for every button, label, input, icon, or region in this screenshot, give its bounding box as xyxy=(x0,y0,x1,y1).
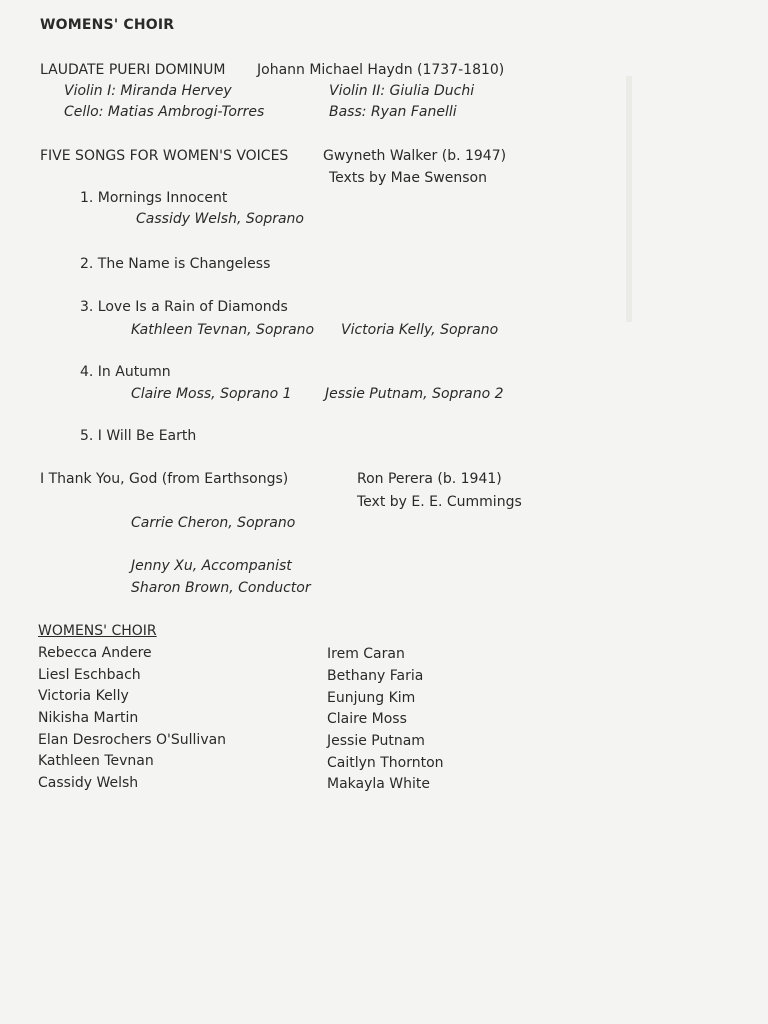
roster-member: Victoria Kelly xyxy=(38,688,129,704)
roster-member: Kathleen Tevnan xyxy=(38,753,154,769)
song-title: 1. Mornings Innocent xyxy=(80,190,228,206)
song-soloist: Victoria Kelly, Soprano xyxy=(341,322,499,338)
bleed-through-rule xyxy=(626,76,632,322)
piece-2-texts: Texts by Mae Swenson xyxy=(329,170,487,186)
piece-1-player: Violin II: Giulia Duchi xyxy=(329,83,475,99)
song-title: 4. In Autumn xyxy=(80,364,171,380)
roster-member: Nikisha Martin xyxy=(38,710,139,726)
piece-2-composer: Gwyneth Walker (b. 1947) xyxy=(323,148,507,164)
roster-member: Bethany Faria xyxy=(327,668,424,684)
piece-1-composer: Johann Michael Haydn (1737-1810) xyxy=(257,62,505,78)
roster-member: Caitlyn Thornton xyxy=(327,755,444,771)
roster-member: Elan Desrochers O'Sullivan xyxy=(38,732,227,748)
piece-2-title: FIVE SONGS FOR WOMEN'S VOICES xyxy=(40,148,289,164)
piece-3-composer: Ron Perera (b. 1941) xyxy=(357,471,502,487)
song-soloist: Claire Moss, Soprano 1 xyxy=(131,386,292,402)
accompanist: Jenny Xu, Accompanist xyxy=(131,558,292,574)
roster-member: Makayla White xyxy=(327,776,431,792)
song-title: 5. I Will Be Earth xyxy=(80,428,197,444)
roster-member: Liesl Eschbach xyxy=(38,667,141,683)
conductor: Sharon Brown, Conductor xyxy=(131,580,311,596)
piece-3-title: I Thank You, God (from Earthsongs) xyxy=(40,471,289,487)
roster-heading: WOMENS' CHOIR xyxy=(38,623,157,639)
piece-1-player: Cello: Matias Ambrogi-Torres xyxy=(64,104,265,120)
roster-member: Cassidy Welsh xyxy=(38,775,139,791)
roster-member: Rebecca Andere xyxy=(38,645,152,661)
piece-1-title: LAUDATE PUERI DOMINUM xyxy=(40,62,226,78)
roster-member: Eunjung Kim xyxy=(327,690,416,706)
roster-member: Jessie Putnam xyxy=(327,733,425,749)
song-soloist: Kathleen Tevnan, Soprano xyxy=(131,322,315,338)
song-title: 2. The Name is Changeless xyxy=(80,256,271,272)
piece-3-texts: Text by E. E. Cummings xyxy=(357,494,522,510)
song-soloist: Cassidy Welsh, Soprano xyxy=(136,211,304,227)
song-title: 3. Love Is a Rain of Diamonds xyxy=(80,299,288,315)
song-soloist: Jessie Putnam, Soprano 2 xyxy=(325,386,504,402)
piece-1-player: Bass: Ryan Fanelli xyxy=(329,104,457,120)
program-heading: WOMENS' CHOIR xyxy=(40,17,175,33)
piece-1-player: Violin I: Miranda Hervey xyxy=(64,83,232,99)
roster-member: Claire Moss xyxy=(327,711,407,727)
roster-member: Irem Caran xyxy=(327,646,405,662)
piece-3-soloist: Carrie Cheron, Soprano xyxy=(131,515,296,531)
